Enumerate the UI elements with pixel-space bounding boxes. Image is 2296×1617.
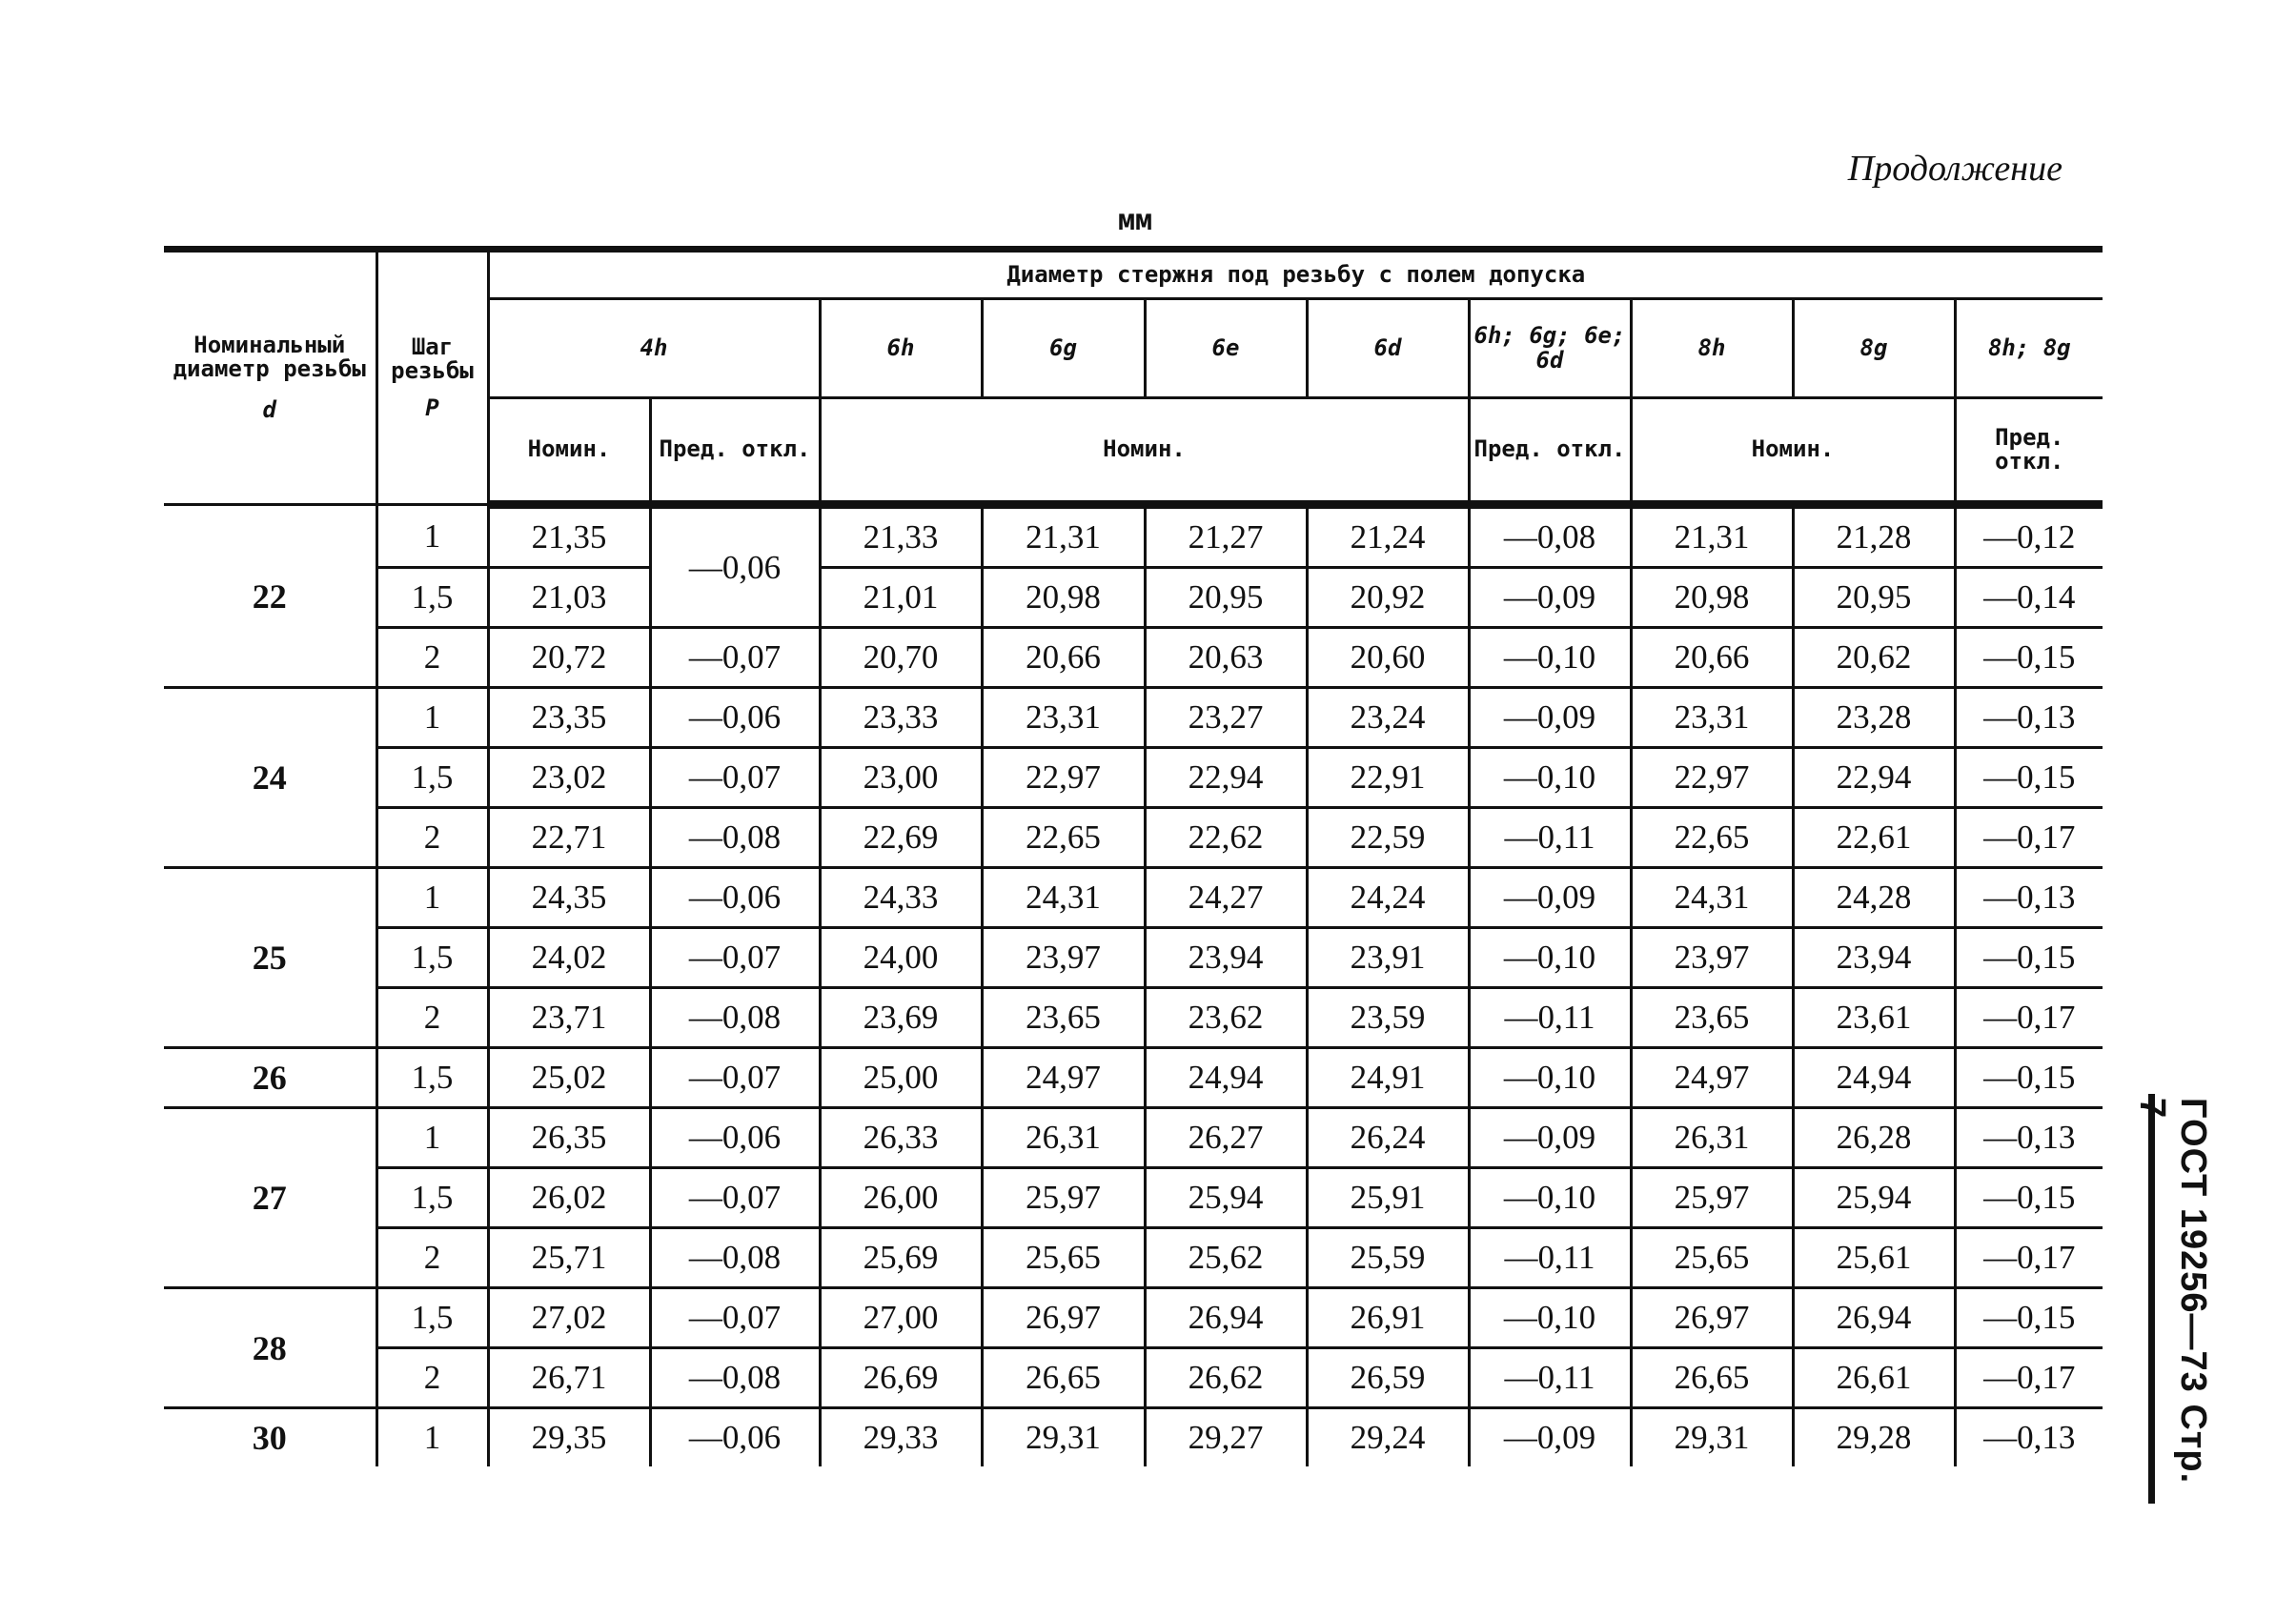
deviation-cell: —0,15 — [1955, 1168, 2103, 1228]
nominal-diameter-cell: 24 — [164, 688, 376, 868]
value-cell: 25,97 — [1631, 1168, 1793, 1228]
pitch-cell: 1 — [376, 1108, 488, 1168]
deviation-cell: —0,09 — [1469, 568, 1631, 628]
value-cell: 22,62 — [1145, 808, 1307, 868]
pitch-cell: 1,5 — [376, 748, 488, 808]
value-cell: 25,02 — [488, 1048, 650, 1108]
continuation-label: Продолжение — [1847, 149, 2062, 189]
deviation-cell: —0,08 — [650, 808, 820, 868]
deviation-cell: —0,06 — [650, 1108, 820, 1168]
deviation-cell: —0,07 — [650, 1048, 820, 1108]
value-cell: 24,24 — [1307, 868, 1469, 928]
header-tol-6g: 6g — [982, 299, 1145, 398]
value-cell: 26,33 — [820, 1108, 982, 1168]
value-cell: 21,31 — [1631, 505, 1793, 568]
deviation-cell: —0,09 — [1469, 1108, 1631, 1168]
table-row — [164, 688, 2103, 748]
value-cell: 29,28 — [1793, 1408, 1955, 1467]
value-cell: 20,66 — [982, 628, 1145, 688]
deviation-cell: —0,13 — [1955, 868, 2103, 928]
value-cell: 23,65 — [982, 988, 1145, 1048]
value-cell: 24,94 — [1793, 1048, 1955, 1108]
side-margin-note — [2132, 1094, 2215, 1504]
value-cell: 26,97 — [1631, 1288, 1793, 1348]
value-cell: 26,65 — [1631, 1348, 1793, 1408]
deviation-cell: —0,13 — [1955, 688, 2103, 748]
value-cell: 25,71 — [488, 1228, 650, 1288]
value-cell: 21,35 — [488, 505, 650, 568]
value-cell: 29,33 — [820, 1408, 982, 1467]
value-cell: 23,31 — [1631, 688, 1793, 748]
header-nominal-diameter-symbol: d — [262, 396, 276, 424]
value-cell: 20,98 — [982, 568, 1145, 628]
value-cell: 26,31 — [982, 1108, 1145, 1168]
value-cell: 23,94 — [1793, 928, 1955, 988]
value-cell: 23,35 — [488, 688, 650, 748]
header-thread-pitch-label: Шаг резьбы — [391, 333, 474, 384]
value-cell: 22,97 — [1631, 748, 1793, 808]
deviation-cell: —0,17 — [1955, 808, 2103, 868]
value-cell: 20,95 — [1793, 568, 1955, 628]
header-4h-deviation: Пред. откл. — [650, 398, 820, 505]
value-cell: 29,31 — [982, 1408, 1145, 1467]
standard-page-label: ГОСТ 19256—73 Стр. 7 — [2132, 1098, 2213, 1485]
value-cell: 24,27 — [1145, 868, 1307, 928]
side-divider — [2148, 1094, 2155, 1504]
header-thread-pitch-symbol: P — [425, 394, 439, 422]
value-cell: 26,35 — [488, 1108, 650, 1168]
deviation-cell: —0,06 — [650, 505, 820, 628]
value-cell: 24,31 — [982, 868, 1145, 928]
deviation-cell: —0,07 — [650, 1168, 820, 1228]
header-tol-6d: 6d — [1307, 299, 1469, 398]
value-cell: 27,00 — [820, 1288, 982, 1348]
value-cell: 23,59 — [1307, 988, 1469, 1048]
value-cell: 26,62 — [1145, 1348, 1307, 1408]
deviation-cell: —0,10 — [1469, 928, 1631, 988]
value-cell: 23,27 — [1145, 688, 1307, 748]
value-cell: 22,94 — [1145, 748, 1307, 808]
value-cell: 24,00 — [820, 928, 982, 988]
value-cell: 26,27 — [1145, 1108, 1307, 1168]
value-cell: 20,98 — [1631, 568, 1793, 628]
value-cell: 23,97 — [1631, 928, 1793, 988]
value-cell: 22,71 — [488, 808, 650, 868]
pitch-cell: 1,5 — [376, 928, 488, 988]
header-group-rod-diameter: Диаметр стержня под резьбу с полем допуска — [488, 250, 2103, 299]
deviation-cell: —0,06 — [650, 868, 820, 928]
value-cell: 26,94 — [1793, 1288, 1955, 1348]
table-row — [164, 505, 2103, 568]
pitch-cell: 1,5 — [376, 1168, 488, 1228]
value-cell: 22,65 — [1631, 808, 1793, 868]
header-nominal-diameter — [164, 250, 376, 505]
pitch-cell: 2 — [376, 988, 488, 1048]
value-cell: 23,31 — [982, 688, 1145, 748]
deviation-cell: —0,15 — [1955, 628, 2103, 688]
deviation-cell: —0,13 — [1955, 1408, 2103, 1467]
deviation-cell: —0,15 — [1955, 1288, 2103, 1348]
value-cell: 26,94 — [1145, 1288, 1307, 1348]
value-cell: 29,27 — [1145, 1408, 1307, 1467]
value-cell: 23,33 — [820, 688, 982, 748]
pitch-cell: 1 — [376, 1408, 488, 1467]
value-cell: 23,00 — [820, 748, 982, 808]
deviation-cell: —0,15 — [1955, 1048, 2103, 1108]
deviation-cell: —0,08 — [1469, 505, 1631, 568]
deviation-cell: —0,10 — [1469, 1288, 1631, 1348]
header-tol-4h: 4h — [488, 299, 820, 398]
value-cell: 23,62 — [1145, 988, 1307, 1048]
pitch-cell: 1,5 — [376, 1048, 488, 1108]
nominal-diameter-cell: 22 — [164, 505, 376, 688]
table-row — [164, 1228, 2103, 1288]
pitch-cell: 1,5 — [376, 568, 488, 628]
value-cell: 25,65 — [982, 1228, 1145, 1288]
value-cell: 23,97 — [982, 928, 1145, 988]
value-cell: 22,59 — [1307, 808, 1469, 868]
table-row — [164, 988, 2103, 1048]
deviation-cell: —0,09 — [1469, 868, 1631, 928]
value-cell: 20,63 — [1145, 628, 1307, 688]
deviation-cell: —0,11 — [1469, 1348, 1631, 1408]
deviation-cell: —0,09 — [1469, 688, 1631, 748]
value-cell: 24,91 — [1307, 1048, 1469, 1108]
table-row — [164, 1048, 2103, 1108]
table-row — [164, 1288, 2103, 1348]
deviation-cell: —0,11 — [1469, 988, 1631, 1048]
deviation-cell: —0,15 — [1955, 748, 2103, 808]
deviation-cell: —0,13 — [1955, 1108, 2103, 1168]
header-tol-8-combined: 8h; 8g — [1955, 299, 2103, 398]
deviation-cell: —0,08 — [650, 1228, 820, 1288]
table-row — [164, 568, 2103, 628]
table-row — [164, 868, 2103, 928]
value-cell: 23,69 — [820, 988, 982, 1048]
value-cell: 29,24 — [1307, 1408, 1469, 1467]
value-cell: 24,94 — [1145, 1048, 1307, 1108]
deviation-cell: —0,17 — [1955, 1348, 2103, 1408]
value-cell: 21,33 — [820, 505, 982, 568]
unit-label: мм — [1118, 204, 1153, 237]
deviation-cell: —0,09 — [1469, 1408, 1631, 1467]
value-cell: 26,65 — [982, 1348, 1145, 1408]
deviation-cell: —0,07 — [650, 748, 820, 808]
value-cell: 23,65 — [1631, 988, 1793, 1048]
value-cell: 20,66 — [1631, 628, 1793, 688]
header-4h-nominal: Номин. — [488, 398, 650, 505]
value-cell: 26,59 — [1307, 1348, 1469, 1408]
header-tol-8h: 8h — [1631, 299, 1793, 398]
value-cell: 26,00 — [820, 1168, 982, 1228]
value-cell: 21,01 — [820, 568, 982, 628]
value-cell: 23,61 — [1793, 988, 1955, 1048]
table-row — [164, 1408, 2103, 1467]
deviation-cell: —0,07 — [650, 928, 820, 988]
header-tol-6e: 6e — [1145, 299, 1307, 398]
value-cell: 26,61 — [1793, 1348, 1955, 1408]
pitch-cell: 2 — [376, 808, 488, 868]
deviation-cell: —0,10 — [1469, 628, 1631, 688]
value-cell: 27,02 — [488, 1288, 650, 1348]
nominal-diameter-cell: 27 — [164, 1108, 376, 1288]
thread-diameter-table — [164, 246, 2103, 1466]
value-cell: 23,71 — [488, 988, 650, 1048]
value-cell: 25,94 — [1145, 1168, 1307, 1228]
value-cell: 29,31 — [1631, 1408, 1793, 1467]
value-cell: 23,24 — [1307, 688, 1469, 748]
nominal-diameter-cell: 30 — [164, 1408, 376, 1467]
value-cell: 21,24 — [1307, 505, 1469, 568]
deviation-cell: —0,15 — [1955, 928, 2103, 988]
header-6-deviation: Пред. откл. — [1469, 398, 1631, 505]
header-8-nominal: Номин. — [1631, 398, 1955, 505]
value-cell: 20,95 — [1145, 568, 1307, 628]
deviation-cell: —0,17 — [1955, 988, 2103, 1048]
deviation-cell: —0,08 — [650, 1348, 820, 1408]
value-cell: 21,27 — [1145, 505, 1307, 568]
deviation-cell: —0,11 — [1469, 808, 1631, 868]
pitch-cell: 1 — [376, 505, 488, 568]
pitch-cell: 2 — [376, 628, 488, 688]
value-cell: 25,65 — [1631, 1228, 1793, 1288]
pitch-cell: 1,5 — [376, 1288, 488, 1348]
pitch-cell: 2 — [376, 1228, 488, 1288]
deviation-cell: —0,10 — [1469, 1048, 1631, 1108]
table-row — [164, 928, 2103, 988]
pitch-cell: 2 — [376, 1348, 488, 1408]
header-tol-6h: 6h — [820, 299, 982, 398]
value-cell: 24,97 — [982, 1048, 1145, 1108]
header-tol-8g: 8g — [1793, 299, 1955, 398]
pitch-cell: 1 — [376, 688, 488, 748]
value-cell: 26,91 — [1307, 1288, 1469, 1348]
value-cell: 26,28 — [1793, 1108, 1955, 1168]
value-cell: 25,91 — [1307, 1168, 1469, 1228]
header-tol-6-combined: 6h; 6g; 6e; 6d — [1469, 299, 1631, 398]
value-cell: 26,69 — [820, 1348, 982, 1408]
pitch-cell: 1 — [376, 868, 488, 928]
header-8-deviation: Пред. откл. — [1955, 398, 2103, 505]
value-cell: 24,02 — [488, 928, 650, 988]
header-nominal-diameter-label: Номинальный диаметр резьбы — [173, 331, 366, 382]
value-cell: 26,71 — [488, 1348, 650, 1408]
value-cell: 25,69 — [820, 1228, 982, 1288]
value-cell: 22,97 — [982, 748, 1145, 808]
value-cell: 25,00 — [820, 1048, 982, 1108]
table-row — [164, 748, 2103, 808]
value-cell: 25,59 — [1307, 1228, 1469, 1288]
value-cell: 22,94 — [1793, 748, 1955, 808]
value-cell: 26,97 — [982, 1288, 1145, 1348]
deviation-cell: —0,06 — [650, 1408, 820, 1467]
value-cell: 20,60 — [1307, 628, 1469, 688]
value-cell: 24,97 — [1631, 1048, 1793, 1108]
value-cell: 26,02 — [488, 1168, 650, 1228]
deviation-cell: —0,10 — [1469, 1168, 1631, 1228]
deviation-cell: —0,08 — [650, 988, 820, 1048]
header-6-nominal: Номин. — [820, 398, 1469, 505]
value-cell: 22,91 — [1307, 748, 1469, 808]
value-cell: 20,92 — [1307, 568, 1469, 628]
deviation-cell: —0,06 — [650, 688, 820, 748]
value-cell: 21,03 — [488, 568, 650, 628]
value-cell: 22,65 — [982, 808, 1145, 868]
value-cell: 24,31 — [1631, 868, 1793, 928]
value-cell: 23,94 — [1145, 928, 1307, 988]
value-cell: 26,24 — [1307, 1108, 1469, 1168]
deviation-cell: —0,10 — [1469, 748, 1631, 808]
value-cell: 23,28 — [1793, 688, 1955, 748]
deviation-cell: —0,07 — [650, 628, 820, 688]
value-cell: 24,33 — [820, 868, 982, 928]
value-cell: 24,35 — [488, 868, 650, 928]
value-cell: 25,97 — [982, 1168, 1145, 1228]
header-thread-pitch — [376, 250, 488, 505]
nominal-diameter-cell: 28 — [164, 1288, 376, 1408]
deviation-cell: —0,14 — [1955, 568, 2103, 628]
value-cell: 24,28 — [1793, 868, 1955, 928]
value-cell: 22,69 — [820, 808, 982, 868]
value-cell: 20,72 — [488, 628, 650, 688]
nominal-diameter-cell: 26 — [164, 1048, 376, 1108]
value-cell: 20,70 — [820, 628, 982, 688]
deviation-cell: —0,07 — [650, 1288, 820, 1348]
value-cell: 23,02 — [488, 748, 650, 808]
value-cell: 25,61 — [1793, 1228, 1955, 1288]
table-row — [164, 1108, 2103, 1168]
value-cell: 21,31 — [982, 505, 1145, 568]
table-row — [164, 1168, 2103, 1228]
deviation-cell: —0,17 — [1955, 1228, 2103, 1288]
table-row — [164, 808, 2103, 868]
value-cell: 23,91 — [1307, 928, 1469, 988]
deviation-cell: —0,11 — [1469, 1228, 1631, 1288]
value-cell: 25,62 — [1145, 1228, 1307, 1288]
value-cell: 22,61 — [1793, 808, 1955, 868]
value-cell: 20,62 — [1793, 628, 1955, 688]
nominal-diameter-cell: 25 — [164, 868, 376, 1048]
value-cell: 29,35 — [488, 1408, 650, 1467]
value-cell: 21,28 — [1793, 505, 1955, 568]
table-row — [164, 628, 2103, 688]
deviation-cell: —0,12 — [1955, 505, 2103, 568]
table-row — [164, 1348, 2103, 1408]
value-cell: 25,94 — [1793, 1168, 1955, 1228]
value-cell: 26,31 — [1631, 1108, 1793, 1168]
